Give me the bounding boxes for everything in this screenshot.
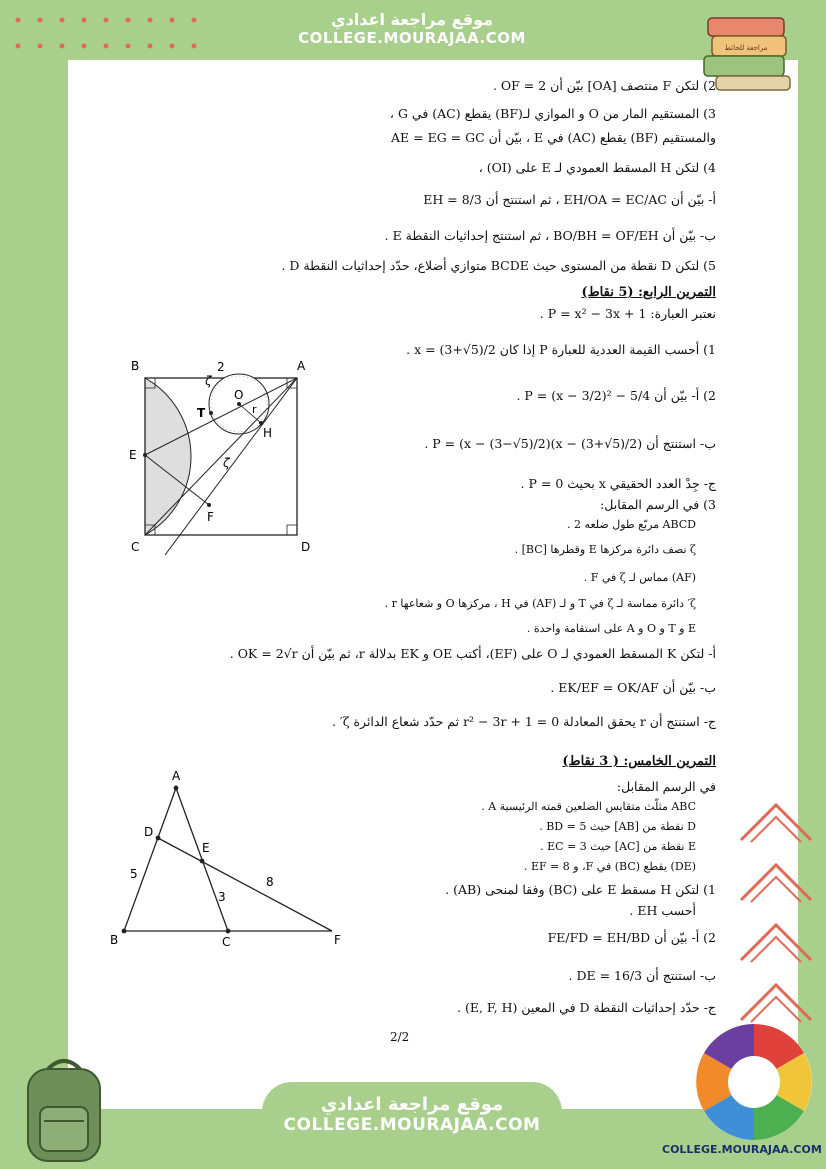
line-e4-q2c: ج- جِدْ العدد الحقيقي x بحيث P = 0 . [520,476,716,491]
line-q2: 2) لتكن F منتصف [OA] بيّن أن OF = 2 . [492,78,716,93]
frame-left [0,0,68,1169]
fig1-label-zeta-mid: ζ [223,456,230,470]
fig1-label-o: O [234,388,244,402]
paper-sheet [68,60,798,1109]
exercise-4-heading: التمرين الرابع: (5 نقاط) [581,285,716,300]
bullet-square: ABCD مربّع طول ضلعه 2 . [567,518,696,531]
page-number: 2/2 [390,1030,410,1044]
banner-url-bottom[interactable]: COLLEGE.MOURAJAA.COM [283,1115,541,1135]
fig1-label-t: T [197,406,206,420]
line-e5-q2c: ج- حدّد إحداثيات النقطة D في المعين (E, F, H) . [457,1000,716,1015]
line-q4: 4) لتكن H المسقط العمودي لـ E على (OI) ، [478,160,716,175]
line-e5-q1: 1) لتكن H مسقط E على (BC) وفقا لمنحى (AB) . [445,882,716,897]
bullet-semicircle: ζ نصف دائرة مركزها E وقطرها [BC] . [514,543,696,556]
fig1-label-e: E [129,448,137,462]
decorative-dots [10,12,210,62]
fig1-label-f: F [207,510,214,524]
line-expression: نعتبر العبارة: P = x² − 3x + 1 . [539,306,716,321]
figure-triangle [110,766,350,950]
line-q4a: أ- بيّن أن EH/OA = EC/AC ، ثم استنتج أن EH = 8/3 [423,192,716,207]
fig1-label-r: r [252,403,257,416]
line-e5-intro: في الرسم المقابل: [616,779,716,794]
line-e4-q2b: ب- استنتج أن P = (x − (3−√5)/2)(x − (3+√5)/2) . [424,436,716,451]
fig1-label-c: C [131,540,140,554]
line-e4-a: أ- لتكن K المسقط العمودي لـ O على (EF)، أكتب OE و EK بدلالة r، ثم بيّن أن OK = 2√r . [229,646,716,661]
backpack-icon [14,1055,114,1165]
fig2-label-f: F [334,933,341,947]
fig1-label-d: D [301,540,311,554]
fig1-label-zeta-top: ζ [205,374,212,388]
exercise-5-heading: التمرين الخامس: ( 3 نقاط) [562,754,716,769]
line-q3a: 3) المستقيم المار من O و الموازي لـ(BF) يقطع (AC) في G ، [389,106,716,121]
chevron-icon [736,910,816,970]
chevron-icon [736,850,816,910]
line-e4-q3: 3) في الرسم المقابل: [600,497,716,512]
fig2-label-three: 3 [218,890,226,904]
line-e4-q2a: 2) أ- بيّن أن P = (x − 3/2)² − 5/4 . [516,388,716,403]
line-q4b: ب- بيّن أن BO/BH = OF/EH ، ثم استنتج إحداثيات النقطة E . [384,228,716,243]
fig2-label-eight: 8 [266,875,274,889]
bottom-banner [262,1082,562,1169]
book-label: مراجعة للحائط [724,44,768,52]
bullet-point-e: E نقطة من [AC] حيث EC = 3 . [540,840,696,853]
fig2-label-e: E [202,841,210,855]
line-q3b: والمستقيم (BF) يقطع (AC) في E ، بيّن أن AE = EG = GC [391,130,716,145]
figure-square [125,355,315,555]
line-q5: 5) لتكن D نقطة من المستوى حيث BCDE متوازي أضلاع، حدّد إحداثيات النقطة D . [281,258,716,273]
fig2-label-five: 5 [130,867,138,881]
bullet-circle: ζ′ دائرة مماسة لـ ζ في T و لـ (AF) في H ، مركزها O و شعاعها r . [384,597,696,610]
fig1-label-b: B [131,359,140,373]
line-e4-c: ج- استنتج أن r يحقق المعادلة r² − 3r + 1 = 0 ثم حدّد شعاع الدائرة ζ′ . [331,714,716,729]
fig1-label-a: A [297,359,306,373]
bullet-tangent: (AF) مماس لـ ζ في F . [583,571,696,584]
chevron-icon [736,790,816,850]
line-e4-q1: 1) أحسب القيمة العددية للعبارة P إذا كان x = (3+√5)/2 . [406,342,716,357]
fig2-label-a: A [172,769,181,783]
site-logo-icon [694,1022,814,1142]
fig2-label-b: B [110,933,119,947]
fig1-label-h: H [263,426,273,440]
fig2-label-d: D [144,825,154,839]
line-e4-b: ب- بيّن أن EK/EF = OK/AF . [550,680,716,695]
banner-arabic-bottom: موقع مراجعة اعدادي [320,1094,504,1115]
banner-url[interactable]: COLLEGE.MOURAJAA.COM [298,29,526,47]
bullet-collinear: E و T و O و A على استقامة واحدة . [526,622,696,635]
bullet-triangle: ABC مثلّث متقايس الضلعين قمته الرئيسية A . [481,800,696,813]
chevron-icon [736,970,816,1030]
fig2-label-c: C [222,935,231,949]
fig1-label-side: 2 [217,360,225,374]
line-e5-q1b: أحسب EH . [629,903,696,918]
line-e5-q2a: 2) أ- بيّن أن FE/FD = EH/BD [547,930,716,945]
banner-arabic: موقع مراجعة اعدادي [330,10,494,29]
bullet-line-de: (DE) يقطع (BC) في F، و EF = 8 . [523,860,696,873]
top-banner [262,0,562,60]
logo-url[interactable]: COLLEGE.MOURAJAA.COM [662,1143,822,1156]
line-e5-q2b: ب- استنتج أن DE = 16/3 . [568,968,716,983]
bullet-point-d: D نقطة من [AB] حيث BD = 5 . [539,820,696,833]
